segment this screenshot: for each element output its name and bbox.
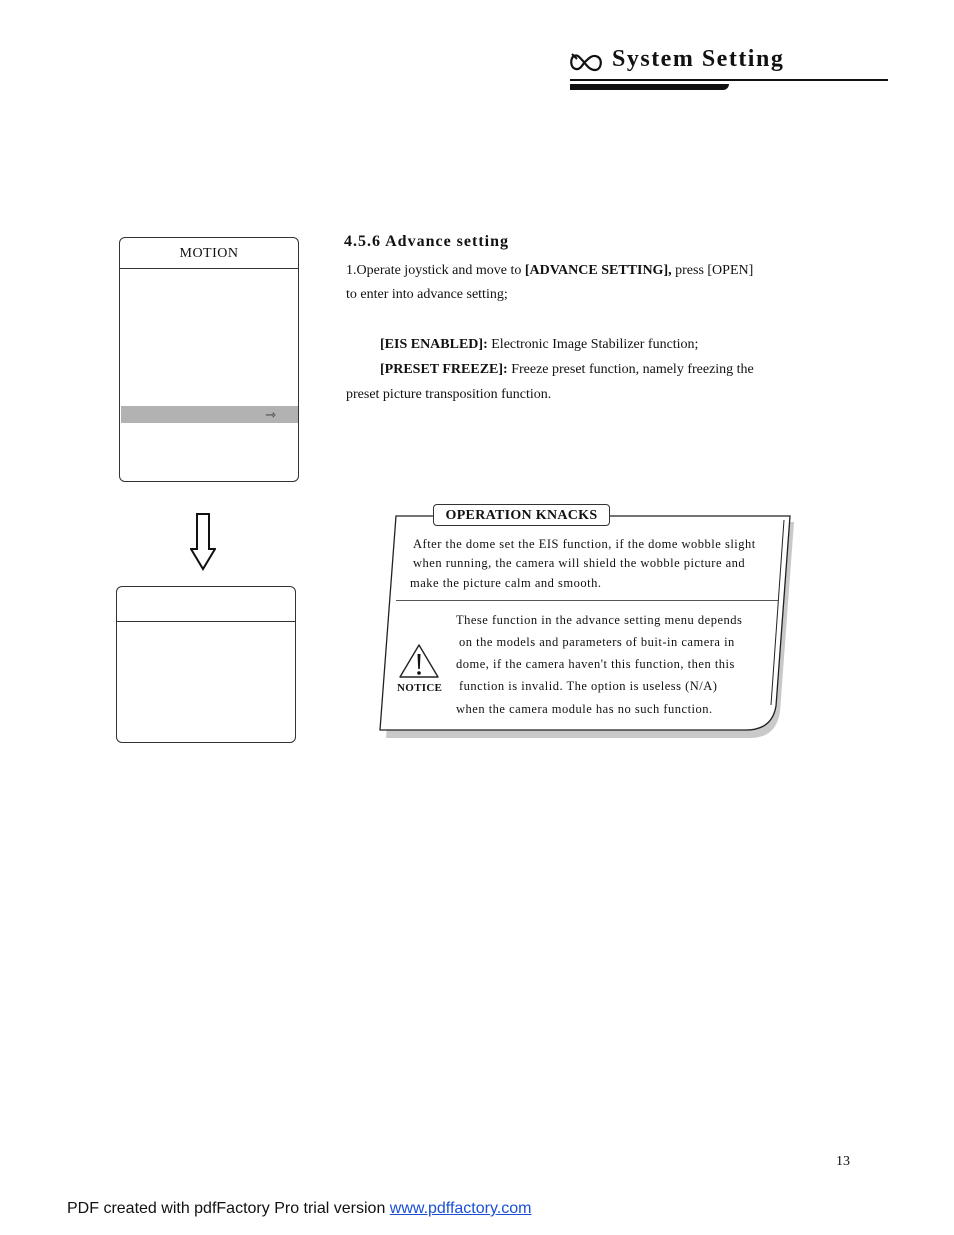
infinity-ornament-icon bbox=[568, 50, 604, 76]
knacks-line: when running, the camera will shield the wobble picture and bbox=[413, 556, 746, 570]
paragraph-eis: [EIS ENABLED]: Electronic Image Stabilizer function; bbox=[380, 337, 699, 352]
header-rule-accent bbox=[570, 84, 729, 90]
header-rule bbox=[570, 79, 888, 81]
notice-line: when the camera module has no such function. bbox=[456, 702, 713, 716]
paragraph-step1-cont: to enter into advance setting; bbox=[346, 287, 508, 302]
paragraph-preset-freeze-cont: preset picture transposition function. bbox=[346, 387, 552, 402]
knacks-divider bbox=[396, 600, 778, 601]
page-number: 13 bbox=[836, 1154, 850, 1169]
notice-line: on the models and parameters of buit-in camera in bbox=[459, 635, 735, 649]
menu-title-bar bbox=[117, 587, 295, 622]
knacks-line: make the picture calm and smooth. bbox=[410, 576, 602, 590]
paragraph-step1: 1.Operate joystick and move to [ADVANCE SETTING], press [OPEN] bbox=[346, 263, 754, 278]
warning-triangle-icon bbox=[398, 642, 440, 680]
paragraph-preset-freeze: [PRESET FREEZE]: Freeze preset function, namely freezing the bbox=[380, 362, 754, 377]
motion-menu-screen bbox=[119, 237, 299, 482]
menu-title: MOTION bbox=[120, 238, 298, 269]
down-arrow-icon bbox=[190, 513, 216, 571]
page-header bbox=[568, 44, 888, 94]
notice-line: function is invalid. The option is useless (N/A) bbox=[459, 679, 718, 693]
advance-setting-menu-screen bbox=[116, 586, 296, 743]
pdffactory-link[interactable]: www.pdffactory.com bbox=[389, 1200, 532, 1217]
menu-selected-row bbox=[121, 406, 298, 423]
section-heading: 4.5.6 Advance setting bbox=[344, 233, 509, 250]
right-arrow-icon: ⇾ bbox=[265, 407, 276, 422]
pdf-footer: PDF created with pdfFactory Pro trial version www.pdffactory.com bbox=[67, 1200, 532, 1217]
knacks-line: After the dome set the EIS function, if the dome wobble slight bbox=[413, 537, 756, 551]
notice-label: NOTICE bbox=[397, 682, 443, 694]
notice-line: These function in the advance setting menu depends bbox=[456, 613, 743, 627]
page-title: System Setting bbox=[612, 46, 785, 72]
notice-line: dome, if the camera haven't this function, then this bbox=[456, 657, 735, 671]
knacks-label: OPERATION KNACKS bbox=[433, 504, 610, 526]
